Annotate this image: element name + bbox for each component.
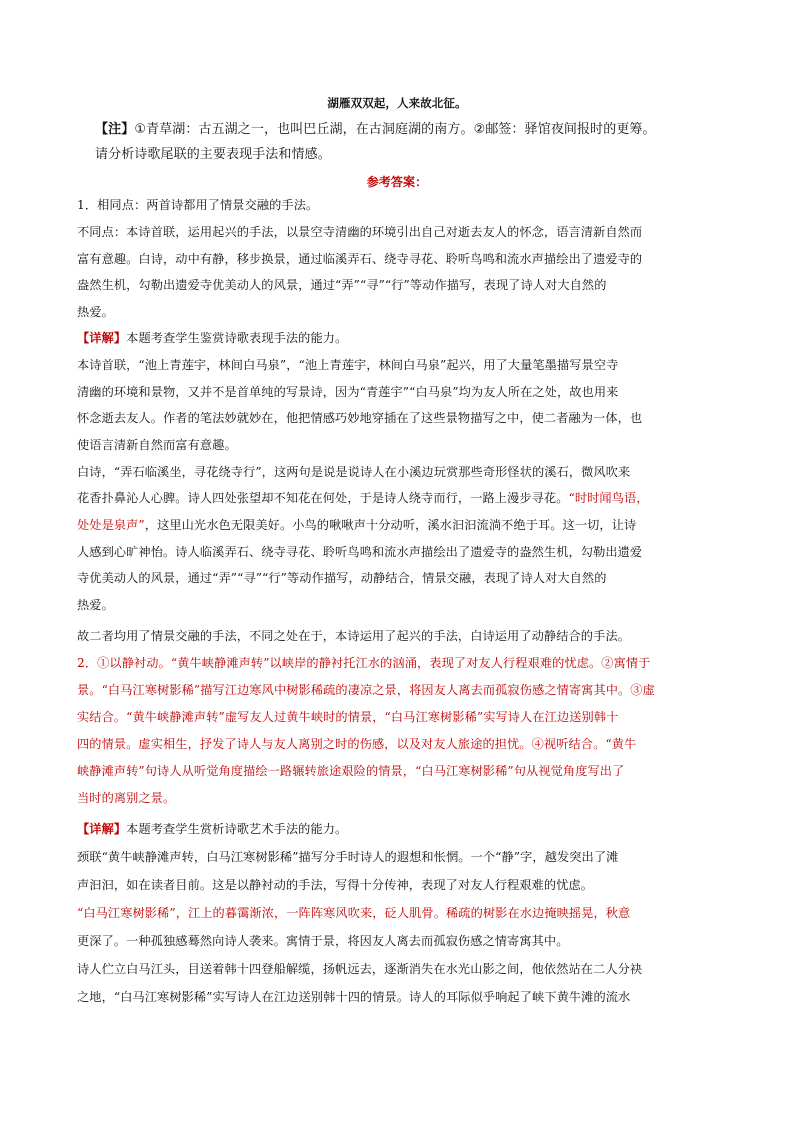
detail-line-8-text: ，这里山光水色无限美好。小鸟的啾啾声十分动听，溪水汩汩流淌不绝于耳。这一切，让诗 — [144, 518, 637, 532]
detail-line-7-text: 花香扑鼻沁人心脾。诗人四处张望却不知花在何处，于是诗人绕寺而行，一路上漫步寻花。 — [77, 491, 569, 505]
answer2-line-6: 当时的离别之景。 — [77, 791, 176, 805]
detail-line-7-quote: “时时闻鸟语， — [568, 491, 649, 505]
detail-line-1 — [77, 330, 722, 346]
detail-line-8 — [77, 517, 722, 533]
answer2-line-1: 2．①以静衬动。“黄牛峡静滩声转”以峡岸的静衬托江水的汹涌，表现了对友人行程艰难的忧虑。②寓情于 — [77, 656, 651, 670]
detail2-line-6: 诗人伫立白马江头，目送着韩十四登船解缆，扬帆远去，逐渐消失在水光山影之间，他依然站在二人分袂 — [77, 962, 643, 976]
detail2-line-4-quote: “白马江寒树影稀” — [77, 906, 176, 920]
detail2-line-4-text: ，江上的暮霭渐浓，一阵阵寒风吹来，砭人肌骨。 — [175, 906, 447, 920]
poem-line: 湖雁双双起，人来故北征。 — [327, 96, 467, 110]
detail-line-11: 热爱。 — [77, 598, 114, 612]
answer-title: 参考答案： — [366, 175, 428, 189]
detail2-line-3: 声汩汩，如在读者目前。这是以静衬动的手法，写得十分传神，表现了对友人行程艰难的忧虑。 — [77, 878, 594, 892]
answer-line-5: 热爱。 — [77, 305, 114, 319]
answer-line-2: 不同点：本诗首联，运用起兴的手法，以景空寺清幽的环境引出自己对逝去友人的怀念，语言清新自然而 — [77, 225, 643, 239]
answer-line-3: 富有意趣。白诗，动中有静，移步换景，通过临溪弄石、绕寺寻花、聆听鸟鸣和流水声描绘出了遗爱寺的 — [77, 252, 643, 266]
answer2-line-4: 四的情景。虚实相生，抒发了诗人与友人离别之时的伤感，以及对友人旅途的担忧。④视听结合。“黄牛 — [77, 737, 637, 751]
detail-line-3: 清幽的环境和景物，又并不是首单纯的写景诗，因为“青莲宇”“白马泉”均为友人所在之处，故也用来 — [77, 385, 619, 399]
answer-line-4: 盎然生机，勾勒出遗爱寺优美动人的风景，通过“弄”“寻”“行”等动作描写，表现了诗人对大自然的 — [77, 278, 607, 292]
detail2-line-4 — [77, 905, 722, 921]
detail2-line-5: 更深了。一种孤独感蓦然向诗人袭来。寓情于景，将因友人离去而孤寂伤感之情寄寓其中。 — [77, 934, 569, 948]
detail-text: 本题考查学生鉴赏诗歌表现手法的能力。 — [126, 331, 348, 345]
question-text: 请分析诗歌尾联的主要表现手法和情感。 — [95, 147, 331, 162]
detail2-text: 本题考查学生赏析诗歌艺术手法的能力。 — [126, 822, 348, 836]
detail-line-2: 本诗首联，“池上青莲宇，林间白马泉”，“池上青莲宇，林间白马泉”起兴，用了大量笔墨描写景空寺 — [77, 358, 619, 372]
detail2-line-4-tail: 稀疏的树影在水边掩映摇晃，秋意 — [446, 906, 631, 920]
note-bracket: 【注】 — [95, 122, 135, 137]
note-text: ①青草湖：古五湖之一，也叫巴丘湖，在古洞庭湖的南方。②邮签：驿馆夜间报时的更筹。 — [134, 122, 656, 137]
detail2-line-1 — [77, 821, 722, 837]
detail2-line-2: 颈联“黄牛峡静滩声转，白马江寒树影稀”描写分手时诗人的遐想和怅惘。一个“静”字，越发突出了滩 — [77, 850, 619, 864]
detail-line-12: 故二者均用了情景交融的手法，不同之处在于，本诗运用了起兴的手法，白诗运用了动静结合的手法。 — [77, 629, 630, 643]
detail-line-6: 白诗，“弄石临溪坐，寻花绕寺行”，这两句是说是说诗人在小溪边玩赏那些奇形怪状的溪石，微风吹来 — [77, 465, 631, 479]
answer2-line-2: 景。“白马江寒树影稀”描写江边寒风中树影稀疏的凄凉之景，将因友人离去而孤寂伤感之情寄寓其中。③虚 — [77, 683, 655, 697]
detail-line-7 — [77, 490, 722, 506]
detail-line-10: 寺优美动人的风景，通过“弄”“寻”“行”等动作描写，动静结合，情景交融，表现了诗人对大自然的 — [77, 571, 607, 585]
answer2-line-3: 实结合。“黄牛峡静滩声转”虚写友人过黄牛峡时的情景，“白马江寒树影稀”实写诗人在江边送别韩十 — [77, 710, 619, 724]
note-line — [95, 121, 725, 139]
detail-line-5: 使语言清新自然而富有意趣。 — [77, 438, 237, 452]
detail-line-8-quote: 处处是泉声” — [77, 518, 145, 532]
detail2-line-7: 之地，“白马江寒树影稀”实写诗人在江边送别韩十四的情景。诗人的耳际似乎响起了峡下黄牛滩的流水 — [77, 990, 631, 1004]
answer-line-1: 1．相同点：两首诗都用了情景交融的手法。 — [77, 198, 319, 212]
detail2-bracket: 【详解】 — [77, 822, 127, 836]
detail-line-4: 怀念逝去友人。作者的笔法妙就妙在，他把情感巧妙地穿插在了这些景物描写之中，使二者融为一体，也 — [77, 411, 643, 425]
detail-bracket: 【详解】 — [77, 331, 127, 345]
detail-line-9: 人感到心旷神怡。诗人临溪弄石、绕寺寻花、聆听鸟鸣和流水声描绘出了遗爱寺的盎然生机，勾勒出遗爱 — [77, 545, 643, 559]
answer2-line-5: 峡静滩声转”句诗人从听觉角度描绘一路辗转旅途艰险的情景，“白马江寒树影稀”句从视觉角度写出了 — [77, 764, 625, 778]
